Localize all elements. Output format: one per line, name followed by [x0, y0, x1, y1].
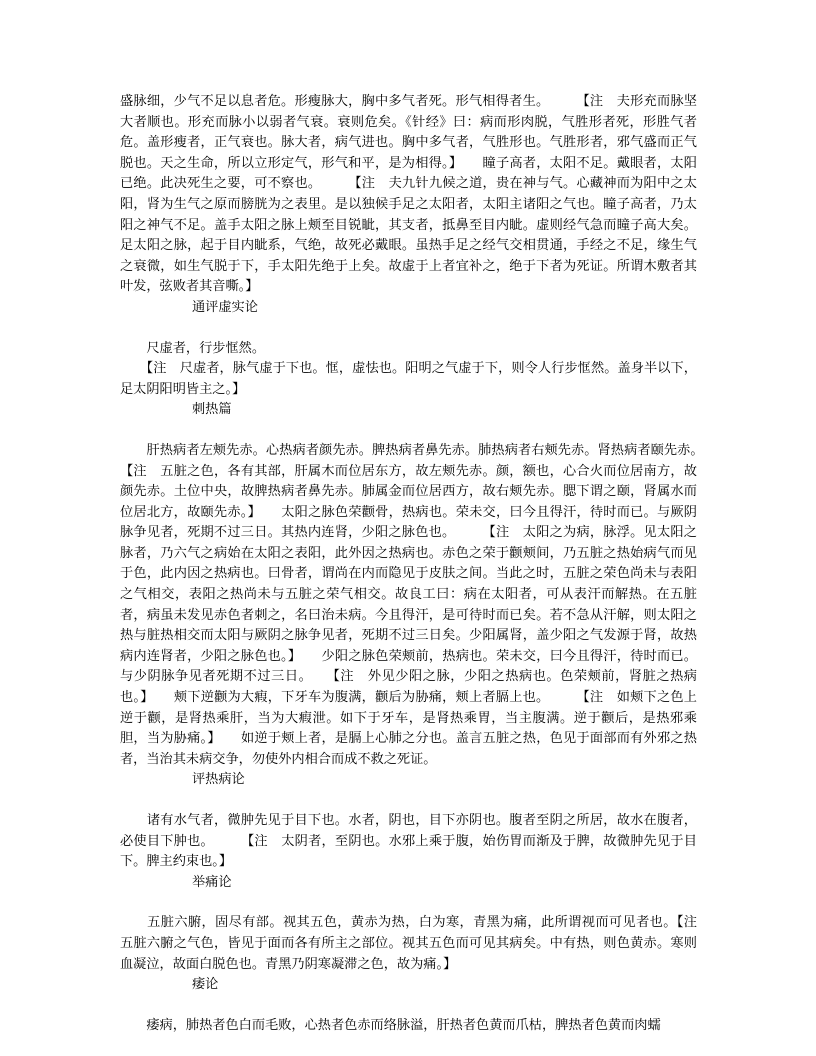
- spacer: [120, 319, 697, 339]
- paragraph: 尺虚者，行步恇然。: [120, 340, 266, 356]
- section-heading: 痿论: [192, 977, 219, 993]
- spacer: [120, 996, 697, 1016]
- spacer: [120, 421, 697, 441]
- section-heading: 评热病论: [192, 772, 245, 788]
- document-page: [120, 92, 737, 1036]
- paragraph: 盛脉细，少气不足以息者危。形瘦脉大，胸中多气者死。形气相得者生。 【注 夫形充而脉坚大者顺也。形充而脉小以弱者气衰。衰则危矣。《针经》曰：病而形肉脱，气胜形者死，形胜气者危。盖形瘦者，正气衰也。脉大者，病气进也。胸中多气者，气胜形也。气胜形者，邪气盛而正气脱也。天之生命，所以立形定气，形气和平，是为相得。】 瞳子高者，太阳不足。戴眼者，太阳已绝。此决死生之要，可不察也。 【注 夫九针九候之道，贵在神与气。心藏神而为阳中之太阳，肾为生气之原而膀胱为之表里。是以独候手足之太阳者，太阳主诸阳之气也。瞳子高者，乃太阳之神气不足。盖手太阳之脉上颊至目锐眦，其支者，抵鼻至目内眦。虚则经气急而瞳子高大矣。足太阳之脉，起于目内眦系，气绝，故死必戴眼。虽热手足之经气交相贯通，手经之不足，缘生气之衰微，如生气脱于下，手太阳先绝于上矣。故虚于上者宜补之，绝于下者为死证。所谓木敷者其叶发，弦败者其音嘶。】: [120, 94, 697, 295]
- section-heading: 刺热篇: [192, 402, 232, 418]
- paragraph: 五脏六腑，固尽有部。视其五色，黄赤为热，白为寒，青黑为痛，此所谓视而可见者也。【注 五脏六腑之气色，皆见于面而各有所主之部位。视其五色而可见其病矣。中有热，则色黄赤。寒则血凝泣，故面白脱色也。青黑乃阴寒凝滞之色，故为痛。】: [120, 915, 711, 972]
- paragraph: 肝热病者左颊先赤。心热病者颜先赤。脾热病者鼻先赤。肺热病者右颊先赤。肾热病者颐先赤。 【注 五脏之色，各有其部，肝属木而位居东方，故左颊先赤。颜，额也，心合火而位居南方，故颜先赤。土位中央，故脾热病者鼻先赤。肺属金而位居西方，故右颊先赤。腮下谓之颐，肾属水而位居北方，故颐先赤。】 太阳之脉色荣颧骨，热病也。荣未交，曰今且得汗，待时而已。与厥阴脉争见者，死期不过三日。其热内连肾，少阳之脉色也。 【注 太阳之为病，脉浮。见太阳之脉者，乃六气之病始在太阳之表阳，此外因之热病也。赤色之荣于颧颊间，乃五脏之热始病气而见于色，此内因之热病也。曰骨者，谓尚在内而隐见于皮肤之间。当此之时，五脏之荣色尚未与表阳之气相交，表阳之热尚未与五脏之荣气相交。故良工曰：病在太阳者，可从表汗而解热。在五脏者，病虽未发见赤色者刺之，名曰治未病。今且得汗，是可待时而已矣。若不急从汗解，则太阳之热与脏热相交而太阳与厥阴之脉争见者，死期不过三日矣。少阳属肾，盖少阳之气发源于肾，故热病内连肾者，少阳之脉色也。】 少阳之脉色荣颊前，热病也。荣未交，曰今且得汗，待时而已。与少阴脉争见者死期不过三日。 【注 外见少阳之脉，少阳之热病也。色荣颊前，肾脏之热病也。】 颊下逆颧为大瘕，下牙车为腹满，颧后为胁痛，颊上者膈上也。 【注 如颊下之色上逆于颧，是肾热乘肝，当为大瘕泄。如下于牙车，是肾热乘胃，当主腹满。逆于颧后，是热邪乘胆，当为胁痛。】 如逆于颊上者，是膈上心肺之分也。盖言五脏之热，色见于面部而有外邪之热者，当治其未病交争，勿使外内相合而成不救之死证。: [120, 442, 737, 767]
- paragraph: 痿病，肺热者色白而毛败，心热者色赤而络脉溢，肝热者色黄而爪枯，脾热者色黄而肉蠕: [120, 1017, 661, 1033]
- paragraph: 诸有水气者，微肿先见于目下也。水者，阴也，目下亦阴也。腹者至阴之所居，故水在腹者，必使目下肿也。 【注 太阴者，至阴也。水邪上乘于腹，始伤胃而渐及于脾，故微肿先见于目下。脾主约束也。】: [120, 813, 697, 870]
- paragraph: 【注 尺虚者，脉气虚于下也。恇，虚怯也。阳明之气虚于下，则令人行步恇然。盖身半以下，足太阴阳明皆主之。】: [120, 361, 697, 397]
- spacer: [120, 791, 697, 811]
- spacer: [120, 893, 697, 913]
- section-heading: 举痛论: [192, 874, 232, 890]
- section-heading: 通评虚实论: [192, 299, 258, 315]
